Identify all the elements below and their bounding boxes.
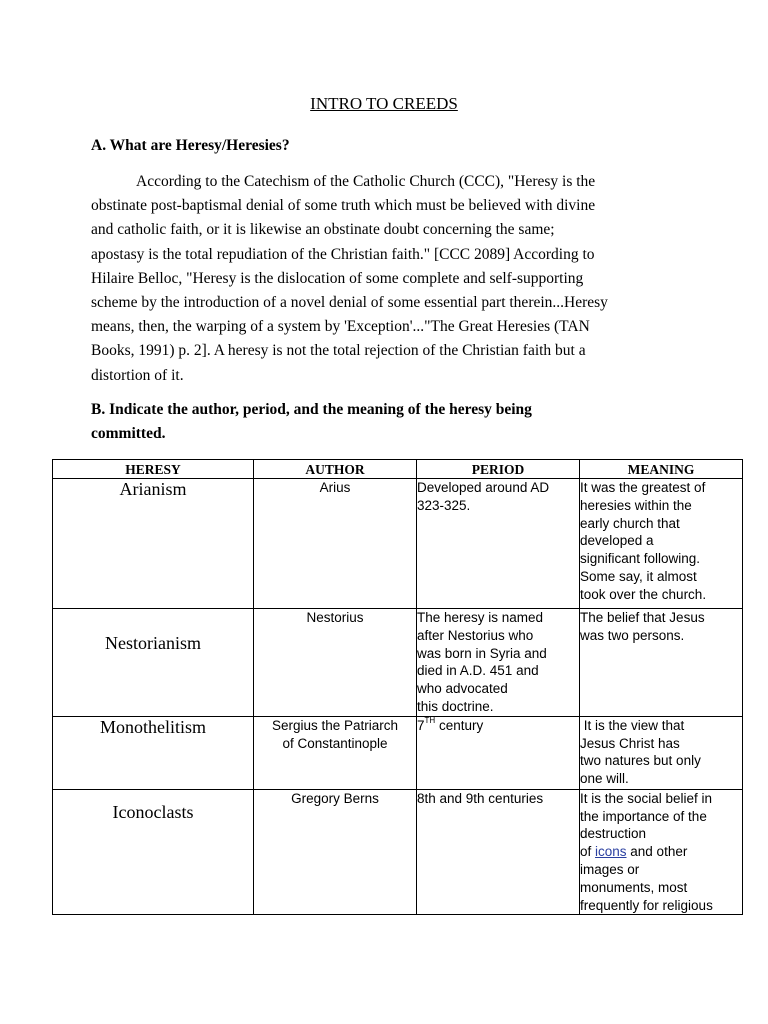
- period-line: Developed around AD: [417, 480, 550, 495]
- section-a-paragraph: [91, 170, 691, 388]
- ordinal-suffix: TH: [424, 715, 436, 725]
- meaning-line: heresies within the: [580, 497, 692, 513]
- meaning-line: It is the social belief in: [580, 790, 713, 806]
- meaning-line: early church that: [580, 515, 680, 531]
- meaning-line: was two persons.: [580, 627, 685, 643]
- period-line: The heresy is named: [417, 610, 544, 625]
- meaning-line: It is the view that: [580, 717, 685, 733]
- meaning-line: images or: [580, 861, 640, 877]
- period-cell: [417, 479, 580, 609]
- meaning-line: significant following.: [580, 551, 701, 567]
- section-b-heading-line: B. Indicate the author, period, and the meaning of the heresy being: [91, 401, 532, 418]
- paragraph-line: Hilaire Belloc, "Heresy is the dislocation of some complete and self-supporting: [91, 269, 584, 287]
- table-row: [53, 789, 743, 915]
- meaning-cell: [580, 716, 743, 789]
- meaning-line: Some say, it almost: [580, 568, 697, 584]
- section-a-heading: A. What are Heresy/Heresies?: [91, 137, 290, 154]
- period-cell: [417, 609, 580, 717]
- meaning-line: [580, 843, 742, 861]
- meaning-text: of: [580, 844, 596, 860]
- page-title: INTRO TO CREEDS: [310, 94, 458, 113]
- author-line: Arius: [319, 480, 351, 495]
- section-b-heading-line: committed.: [91, 425, 166, 442]
- paragraph-line: and catholic faith, or it is likewise an obstinate doubt concerning the same;: [91, 221, 555, 239]
- author-cell: [254, 609, 417, 717]
- meaning-line: the importance of the: [580, 808, 707, 824]
- meaning-line: took over the church.: [580, 586, 707, 602]
- author-cell: [254, 789, 417, 915]
- period-line: after Nestorius who: [417, 627, 534, 643]
- heresy-table: [52, 459, 743, 915]
- column-header-heresy: HERESY: [53, 460, 254, 479]
- period-line: 8th and 9th centuries: [417, 790, 544, 806]
- period-line: was born in Syria and: [417, 645, 547, 661]
- author-cell: [254, 716, 417, 789]
- paragraph-line: obstinate post-baptismal denial of some truth which must be believed with divine: [91, 197, 596, 215]
- heresy-name: Iconoclasts: [53, 789, 254, 915]
- period-line: [417, 717, 579, 735]
- paragraph-line: According to the Catechism of the Catholic Church (CCC), "Heresy is the: [136, 173, 596, 190]
- meaning-line: one will.: [580, 771, 629, 787]
- column-header-period: PERIOD: [417, 460, 580, 479]
- table-row: [53, 609, 743, 717]
- paragraph-line: means, then, the warping of a system by 'Exception'..."The Great Heresies (TAN: [91, 318, 590, 336]
- heresy-name: Arianism: [53, 479, 254, 609]
- meaning-line: monuments, most: [580, 879, 688, 895]
- paragraph-line: apostasy is the total repudiation of the Christian faith." [CCC 2089] According to: [91, 245, 595, 263]
- period-line: this doctrine.: [417, 698, 494, 714]
- author-line: Gregory Berns: [291, 790, 379, 806]
- meaning-line: developed a: [580, 533, 654, 549]
- column-header-meaning: MEANING: [580, 460, 743, 479]
- paragraph-line: Books, 1991) p. 2]. A heresy is not the total rejection of the Christian faith but a: [91, 342, 586, 360]
- period-cell: [417, 789, 580, 915]
- meaning-text: and other: [626, 844, 688, 860]
- period-line: who advocated: [417, 681, 508, 697]
- period-line: died in A.D. 451 and: [417, 663, 539, 679]
- table-header-row: [53, 460, 743, 479]
- paragraph-line: distortion of it.: [91, 366, 184, 384]
- period-line: 323-325.: [417, 497, 471, 513]
- meaning-cell: [580, 789, 743, 915]
- icons-link[interactable]: icons: [595, 844, 627, 860]
- author-line: Nestorius: [306, 610, 364, 625]
- section-b-heading: [91, 398, 651, 446]
- period-number: 7: [417, 717, 425, 733]
- author-line: of Constantinople: [282, 735, 388, 751]
- table-row: [53, 479, 743, 609]
- meaning-line: The belief that Jesus: [580, 610, 705, 625]
- meaning-cell: [580, 479, 743, 609]
- author-line: Sergius the Patriarch: [271, 717, 399, 733]
- meaning-line: It was the greatest of: [580, 480, 706, 495]
- meaning-line: Jesus Christ has: [580, 735, 680, 751]
- period-cell: [417, 716, 580, 789]
- heresy-name: Monothelitism: [53, 716, 254, 789]
- table-row: [53, 716, 743, 789]
- meaning-line: frequently for religious: [580, 897, 713, 913]
- period-suffix: century: [435, 717, 484, 733]
- paragraph-line: scheme by the introduction of a novel denial of some essential part therein...Heresy: [91, 294, 608, 312]
- meaning-line: two natures but only: [580, 753, 701, 769]
- column-header-author: AUTHOR: [254, 460, 417, 479]
- author-cell: [254, 479, 417, 609]
- meaning-line: destruction: [580, 826, 647, 842]
- meaning-cell: [580, 609, 743, 717]
- heresy-name: Nestorianism: [53, 609, 254, 717]
